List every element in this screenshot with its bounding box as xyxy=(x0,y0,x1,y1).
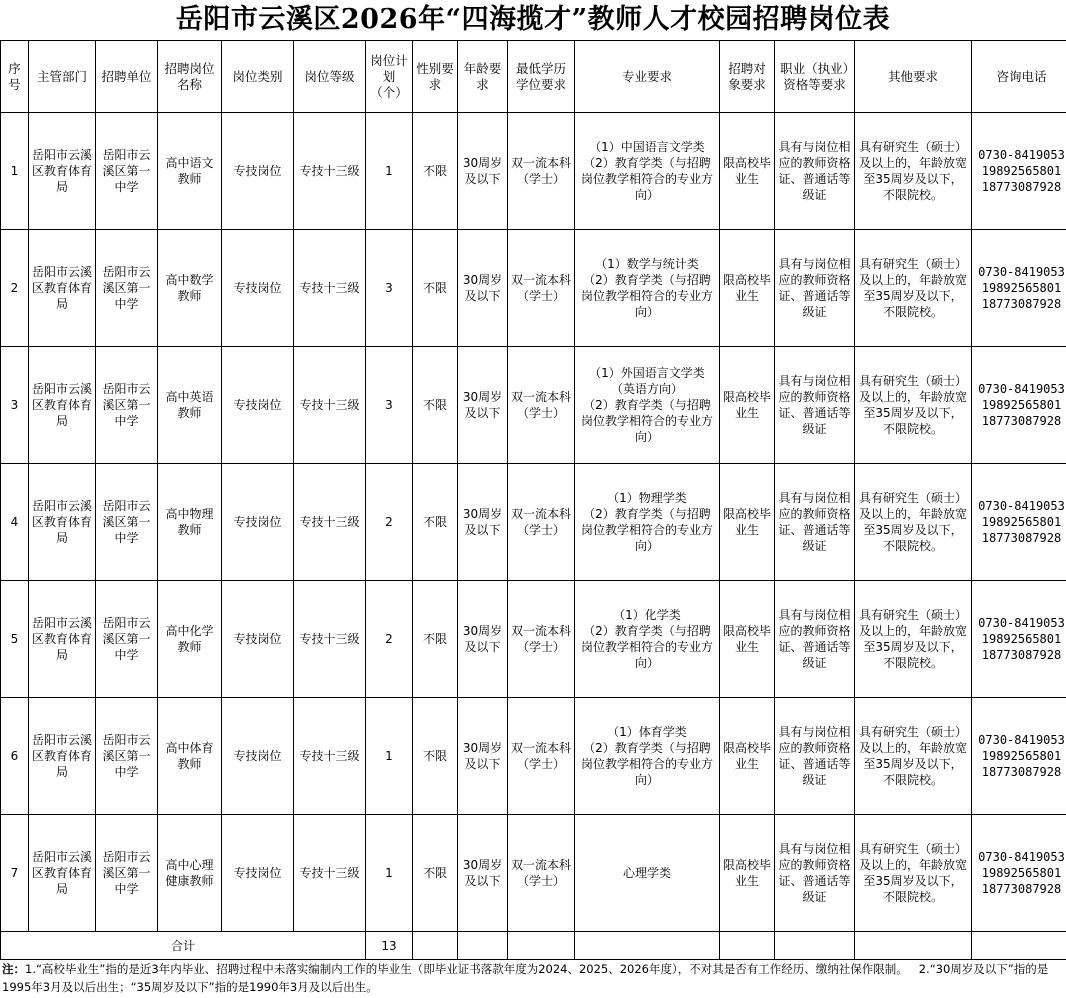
position-plan: 1 xyxy=(366,698,413,815)
row-number: 3 xyxy=(1,347,29,464)
phone-number: 18773087928 xyxy=(981,180,1062,194)
row-number: 7 xyxy=(1,815,29,932)
phone-number: 0730-8419053 xyxy=(978,733,1065,747)
contact-phones xyxy=(972,581,1066,698)
position-plan: 1 xyxy=(366,815,413,932)
hiring-unit: 岳阳市云溪区第一中学 xyxy=(96,113,158,230)
major-requirement xyxy=(575,113,720,230)
major-requirement xyxy=(575,581,720,698)
education-requirement: 双一流本科（学士） xyxy=(508,113,575,230)
footnote-line-1: 1.“高校毕业生”指的是近3年内毕业、招聘过程中未落实编制内工作的毕业生（即毕业证书落款年度为2024、2025、2026年度），不对其是否有工作经历、缴纳社保作限制。 xyxy=(25,962,908,976)
education-requirement: 双一流本科（学士） xyxy=(508,581,575,698)
column-header: 招聘单位 xyxy=(96,41,158,113)
candidate-requirement: 限高校毕业生 xyxy=(720,113,775,230)
gender-requirement: 不限 xyxy=(413,230,458,347)
column-header: 序号 xyxy=(1,41,29,113)
total-row xyxy=(1,932,1066,960)
position-grade: 专技十三级 xyxy=(294,347,366,464)
major-item: （1）数学与统计类 xyxy=(595,257,699,271)
education-requirement: 双一流本科（学士） xyxy=(508,815,575,932)
position-plan: 2 xyxy=(366,581,413,698)
column-header: 咨询电话 xyxy=(972,41,1066,113)
phone-number: 0730-8419053 xyxy=(978,265,1065,279)
phone-number: 0730-8419053 xyxy=(978,499,1065,513)
position-name: 高中体育教师 xyxy=(158,698,222,815)
table-row xyxy=(1,464,1066,581)
qualification-requirement: 具有与岗位相应的教师资格证、普通话等级证 xyxy=(775,347,855,464)
empty-cell xyxy=(775,932,855,960)
phone-number: 0730-8419053 xyxy=(978,850,1065,864)
other-requirement: 具有研究生（硕士）及以上的，年龄放宽至35周岁及以下，不限院校。 xyxy=(855,581,972,698)
supervising-department: 岳阳市云溪区教育体育局 xyxy=(29,230,96,347)
other-requirement: 具有研究生（硕士）及以上的，年龄放宽至35周岁及以下，不限院校。 xyxy=(855,347,972,464)
age-requirement: 30周岁及以下 xyxy=(458,464,508,581)
contact-phones xyxy=(972,347,1066,464)
major-item: （2）教育学类（与招聘岗位教学相符合的专业方向） xyxy=(580,507,713,553)
position-grade: 专技十三级 xyxy=(294,815,366,932)
phone-number: 18773087928 xyxy=(981,882,1062,896)
empty-cell xyxy=(413,932,458,960)
table-body xyxy=(1,113,1066,960)
recruitment-table xyxy=(0,40,1066,960)
phone-number: 19892565801 xyxy=(981,515,1062,529)
position-grade: 专技十三级 xyxy=(294,698,366,815)
table-row xyxy=(1,113,1066,230)
position-category: 专技岗位 xyxy=(222,464,294,581)
position-category: 专技岗位 xyxy=(222,230,294,347)
other-requirement: 具有研究生（硕士）及以上的，年龄放宽至35周岁及以下，不限院校。 xyxy=(855,230,972,347)
column-header: 岗位类别 xyxy=(222,41,294,113)
education-requirement: 双一流本科（学士） xyxy=(508,230,575,347)
phone-number: 18773087928 xyxy=(981,648,1062,662)
row-number: 4 xyxy=(1,464,29,581)
other-requirement: 具有研究生（硕士）及以上的，年龄放宽至35周岁及以下，不限院校。 xyxy=(855,698,972,815)
supervising-department: 岳阳市云溪区教育体育局 xyxy=(29,698,96,815)
candidate-requirement: 限高校毕业生 xyxy=(720,581,775,698)
phone-number: 18773087928 xyxy=(981,765,1062,779)
education-requirement: 双一流本科（学士） xyxy=(508,347,575,464)
supervising-department: 岳阳市云溪区教育体育局 xyxy=(29,464,96,581)
phone-number: 19892565801 xyxy=(981,281,1062,295)
position-name: 高中语文教师 xyxy=(158,113,222,230)
contact-phones xyxy=(972,464,1066,581)
age-requirement: 30周岁及以下 xyxy=(458,815,508,932)
row-number: 2 xyxy=(1,230,29,347)
position-name: 高中心理健康教师 xyxy=(158,815,222,932)
position-name: 高中数学教师 xyxy=(158,230,222,347)
supervising-department: 岳阳市云溪区教育体育局 xyxy=(29,113,96,230)
candidate-requirement: 限高校毕业生 xyxy=(720,347,775,464)
column-header: 最低学历学位要求 xyxy=(508,41,575,113)
row-number: 6 xyxy=(1,698,29,815)
empty-cell xyxy=(575,932,720,960)
hiring-unit: 岳阳市云溪区第一中学 xyxy=(96,581,158,698)
phone-number: 18773087928 xyxy=(981,414,1062,428)
education-requirement: 双一流本科（学士） xyxy=(508,464,575,581)
gender-requirement: 不限 xyxy=(413,347,458,464)
column-header: 性别要求 xyxy=(413,41,458,113)
major-item: （2）教育学类（与招聘岗位教学相符合的专业方向） xyxy=(580,156,713,202)
hiring-unit: 岳阳市云溪区第一中学 xyxy=(96,464,158,581)
position-plan: 1 xyxy=(366,113,413,230)
phone-number: 0730-8419053 xyxy=(978,616,1065,630)
qualification-requirement: 具有与岗位相应的教师资格证、普通话等级证 xyxy=(775,815,855,932)
major-item: （1）体育学类 xyxy=(607,725,687,739)
major-item: （1）化学类 xyxy=(613,608,681,622)
major-requirement xyxy=(575,347,720,464)
major-requirement xyxy=(575,815,720,932)
position-grade: 专技十三级 xyxy=(294,113,366,230)
total-value: 13 xyxy=(366,932,413,960)
row-number: 5 xyxy=(1,581,29,698)
gender-requirement: 不限 xyxy=(413,113,458,230)
qualification-requirement: 具有与岗位相应的教师资格证、普通话等级证 xyxy=(775,113,855,230)
position-name: 高中化学教师 xyxy=(158,581,222,698)
phone-number: 18773087928 xyxy=(981,297,1062,311)
column-header: 招聘对象要求 xyxy=(720,41,775,113)
row-number: 1 xyxy=(1,113,29,230)
phone-number: 19892565801 xyxy=(981,749,1062,763)
contact-phones xyxy=(972,698,1066,815)
table-row xyxy=(1,698,1066,815)
table-row xyxy=(1,581,1066,698)
position-name: 高中物理教师 xyxy=(158,464,222,581)
supervising-department: 岳阳市云溪区教育体育局 xyxy=(29,815,96,932)
supervising-department: 岳阳市云溪区教育体育局 xyxy=(29,581,96,698)
empty-cell xyxy=(720,932,775,960)
column-header: 岗位等级 xyxy=(294,41,366,113)
table-header-row xyxy=(1,41,1066,113)
phone-number: 19892565801 xyxy=(981,632,1062,646)
other-requirement: 具有研究生（硕士）及以上的，年龄放宽至35周岁及以下，不限院校。 xyxy=(855,815,972,932)
major-requirement xyxy=(575,698,720,815)
column-header: 其他要求 xyxy=(855,41,972,113)
column-header: 职业（执业）资格等要求 xyxy=(775,41,855,113)
other-requirement: 具有研究生（硕士）及以上的，年龄放宽至35周岁及以下，不限院校。 xyxy=(855,113,972,230)
footnote-line-2: 2.“30周岁及以下”指的是1995年3月及以后出生；“35周岁及以下”指的是1990年3月及以后出生。 xyxy=(2,962,1049,994)
age-requirement: 30周岁及以下 xyxy=(458,698,508,815)
qualification-requirement: 具有与岗位相应的教师资格证、普通话等级证 xyxy=(775,698,855,815)
position-category: 专技岗位 xyxy=(222,581,294,698)
hiring-unit: 岳阳市云溪区第一中学 xyxy=(96,815,158,932)
empty-cell xyxy=(855,932,972,960)
gender-requirement: 不限 xyxy=(413,464,458,581)
column-header: 专业要求 xyxy=(575,41,720,113)
phone-number: 19892565801 xyxy=(981,398,1062,412)
empty-cell xyxy=(972,932,1066,960)
empty-cell xyxy=(458,932,508,960)
major-item: （1）外国语言文学类（英语方向） xyxy=(589,366,705,396)
column-header: 主管部门 xyxy=(29,41,96,113)
page-title: 岳阳市云溪区2026年“四海揽才”教师人才校园招聘岗位表 xyxy=(175,4,891,35)
major-item: （2）教育学类（与招聘岗位教学相符合的专业方向） xyxy=(580,398,713,444)
position-category: 专技岗位 xyxy=(222,347,294,464)
position-category: 专技岗位 xyxy=(222,698,294,815)
age-requirement: 30周岁及以下 xyxy=(458,581,508,698)
major-item: （2）教育学类（与招聘岗位教学相符合的专业方向） xyxy=(580,741,713,787)
phone-number: 19892565801 xyxy=(981,164,1062,178)
position-grade: 专技十三级 xyxy=(294,464,366,581)
qualification-requirement: 具有与岗位相应的教师资格证、普通话等级证 xyxy=(775,581,855,698)
total-label: 合计 xyxy=(1,932,366,960)
position-name: 高中英语教师 xyxy=(158,347,222,464)
gender-requirement: 不限 xyxy=(413,581,458,698)
age-requirement: 30周岁及以下 xyxy=(458,347,508,464)
other-requirement: 具有研究生（硕士）及以上的，年龄放宽至35周岁及以下，不限院校。 xyxy=(855,464,972,581)
position-grade: 专技十三级 xyxy=(294,230,366,347)
table-row xyxy=(1,815,1066,932)
major-item: （2）教育学类（与招聘岗位教学相符合的专业方向） xyxy=(580,273,713,319)
major-item: 心理学类 xyxy=(622,866,671,880)
column-header: 年龄要求 xyxy=(458,41,508,113)
major-item: （2）教育学类（与招聘岗位教学相符合的专业方向） xyxy=(580,624,713,670)
gender-requirement: 不限 xyxy=(413,815,458,932)
candidate-requirement: 限高校毕业生 xyxy=(720,815,775,932)
supervising-department: 岳阳市云溪区教育体育局 xyxy=(29,347,96,464)
footnote xyxy=(2,960,1064,996)
phone-number: 18773087928 xyxy=(981,531,1062,545)
contact-phones xyxy=(972,230,1066,347)
contact-phones xyxy=(972,815,1066,932)
age-requirement: 30周岁及以下 xyxy=(458,113,508,230)
major-item: （1）中国语言文学类 xyxy=(589,140,705,154)
major-requirement xyxy=(575,230,720,347)
gender-requirement: 不限 xyxy=(413,698,458,815)
qualification-requirement: 具有与岗位相应的教师资格证、普通话等级证 xyxy=(775,464,855,581)
hiring-unit: 岳阳市云溪区第一中学 xyxy=(96,698,158,815)
column-header: 招聘岗位名称 xyxy=(158,41,222,113)
table-row xyxy=(1,230,1066,347)
position-plan: 2 xyxy=(366,464,413,581)
qualification-requirement: 具有与岗位相应的教师资格证、普通话等级证 xyxy=(775,230,855,347)
age-requirement: 30周岁及以下 xyxy=(458,230,508,347)
position-plan: 3 xyxy=(366,230,413,347)
candidate-requirement: 限高校毕业生 xyxy=(720,698,775,815)
phone-number: 19892565801 xyxy=(981,866,1062,880)
hiring-unit: 岳阳市云溪区第一中学 xyxy=(96,347,158,464)
column-header: 岗位计划（个） xyxy=(366,41,413,113)
table-row xyxy=(1,347,1066,464)
phone-number: 0730-8419053 xyxy=(978,382,1065,396)
candidate-requirement: 限高校毕业生 xyxy=(720,464,775,581)
position-category: 专技岗位 xyxy=(222,815,294,932)
position-category: 专技岗位 xyxy=(222,113,294,230)
major-item: （1）物理学类 xyxy=(607,491,687,505)
contact-phones xyxy=(972,113,1066,230)
position-plan: 3 xyxy=(366,347,413,464)
phone-number: 0730-8419053 xyxy=(978,148,1065,162)
hiring-unit: 岳阳市云溪区第一中学 xyxy=(96,230,158,347)
position-grade: 专技十三级 xyxy=(294,581,366,698)
footnote-prefix: 注： xyxy=(2,962,25,976)
education-requirement: 双一流本科（学士） xyxy=(508,698,575,815)
candidate-requirement: 限高校毕业生 xyxy=(720,230,775,347)
major-requirement xyxy=(575,464,720,581)
empty-cell xyxy=(508,932,575,960)
